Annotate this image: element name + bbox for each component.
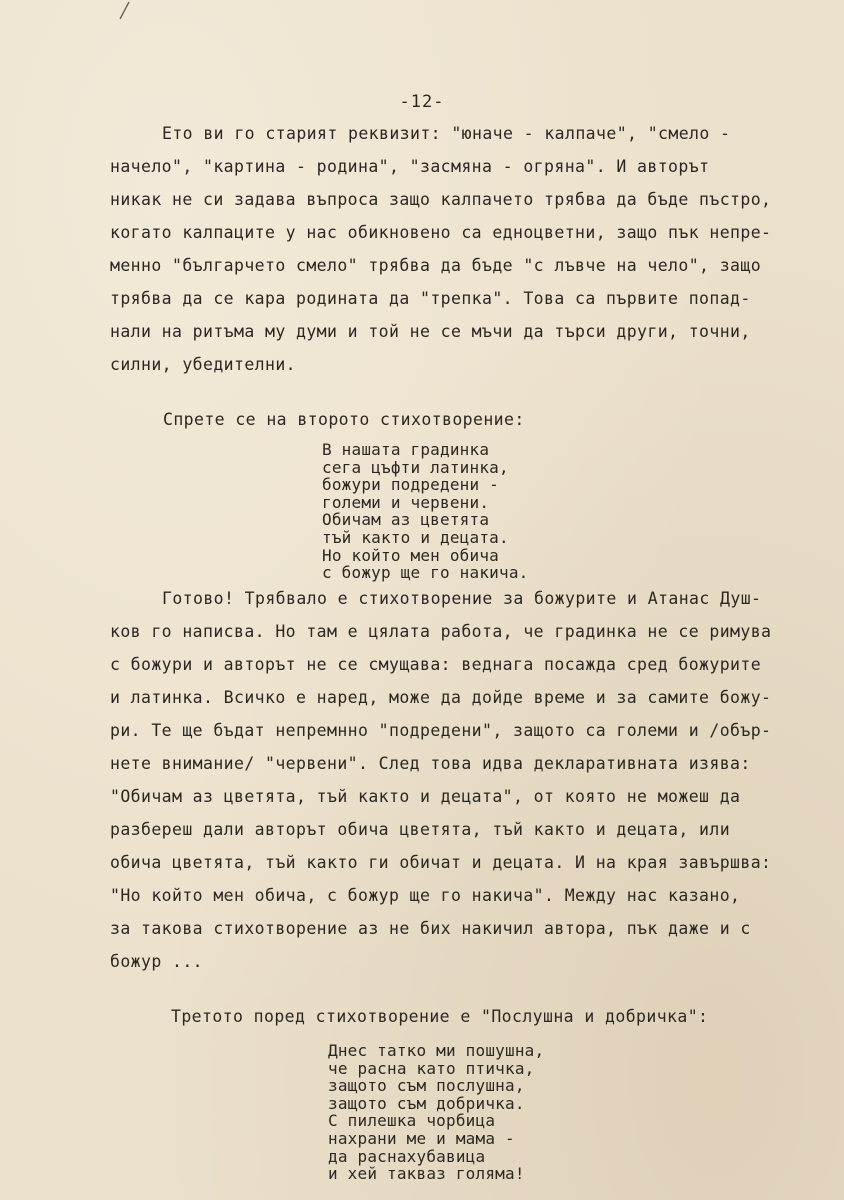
paragraph-2-line: и латинка. Всичко е наред, може да дойде време и за самите божу- xyxy=(110,688,772,707)
page-number: -12- xyxy=(399,92,445,112)
poem-2-line: и хей такваз голяма! xyxy=(328,1164,525,1184)
paragraph-1-line: Ето ви го старият реквизит: "юначе - калпаче", "смело - xyxy=(162,124,731,143)
poem-1-line: В нашата градинка xyxy=(322,440,490,459)
poem-1-line: Но който мен обича xyxy=(322,545,499,565)
poem-1 xyxy=(322,441,529,582)
poem-1-line: божури подредени - xyxy=(322,475,499,495)
paragraph-2-line: разбереш дали авторът обича цветята, тъй както и децата, или xyxy=(110,820,731,839)
poem-1-line: сега цъфти латинка, xyxy=(322,457,509,477)
poem-1-intro: Спрете се на второто стихотворение: xyxy=(163,410,525,429)
paragraph-2-line: нете внимание/ "червени". След това идва декларативната изява: xyxy=(110,754,751,773)
paragraph-2-line: за такова стихотворение аз не бих накичил автора, пък даже и с xyxy=(110,919,751,938)
paragraph-2-line: "Но който мен обича, с божур ще го накича". Между нас казано, xyxy=(110,886,741,905)
poem-2-line: да раснахубавица xyxy=(328,1146,486,1166)
pencil-mark xyxy=(118,0,132,20)
poem-2-line: защото съм послушна, xyxy=(328,1076,525,1096)
poem-2-line: С пилешка чорбица xyxy=(328,1111,496,1131)
paragraph-1-line: когато калпаците у нас обикновено са едноцветни, защо пък непре- xyxy=(110,223,772,242)
poem-1-line: Обичам аз цветята xyxy=(322,510,490,530)
paragraph-1-line: трябва да се кара родината да "трепка". Това са първите попад- xyxy=(110,289,751,308)
poem-2-line: Днес татко ми пошушна, xyxy=(328,1041,545,1060)
poem-2-line: че расна като птичка, xyxy=(328,1058,535,1078)
poem-2-intro: Третото поред стихотворение е "Послушна и добричка": xyxy=(171,1007,709,1026)
poem-2-line: нахрани ме и мама - xyxy=(328,1128,515,1148)
paragraph-2-line: ков го написва. Но там е цялата работа, че градинка не се римува xyxy=(110,622,772,641)
paragraph-2-line: божур ... xyxy=(110,952,204,971)
poem-2-line: защото съм добричка. xyxy=(328,1093,525,1113)
paragraph-1 xyxy=(110,117,790,381)
paragraph-1-line: нали на ритъма му думи и той не се мъчи да търси други, точни, xyxy=(110,322,751,341)
paragraph-1-line: начело", "картина - родина", "засмяна - огряна". И авторът xyxy=(110,157,710,176)
paragraph-1-line: менно "българчето смело" трябва да бъде "с лъвче на чело", защо xyxy=(110,256,762,275)
poem-1-line: с божур ще го накича. xyxy=(322,563,529,583)
paragraph-2-line: с божури и авторът не се смущава: веднага посажда сред божурите xyxy=(110,655,762,674)
paragraph-1-line: никак не си задава въпроса защо калпачето трябва да бъде пъстро, xyxy=(110,190,772,209)
paragraph-1-line: силни, убедителни. xyxy=(110,355,297,374)
paragraph-2 xyxy=(110,582,790,978)
paragraph-2-line: Готово! Трябвало е стихотворение за божурите и Атанас Душ- xyxy=(162,589,762,608)
paragraph-2-line: "Обичам аз цветята, тъй както и децата", от която не можеш да xyxy=(110,787,741,806)
poem-1-line: тъй както и децата. xyxy=(322,527,509,547)
paragraph-2-line: обича цветята, тъй както ги обичат и децата. И на края завършва: xyxy=(110,853,772,872)
paragraph-2-line: ри. Те ще бъдат непремнно "подредени", защото са големи и /обър- xyxy=(110,721,772,740)
poem-2 xyxy=(328,1042,544,1183)
poem-1-line: големи и червени. xyxy=(322,492,490,512)
